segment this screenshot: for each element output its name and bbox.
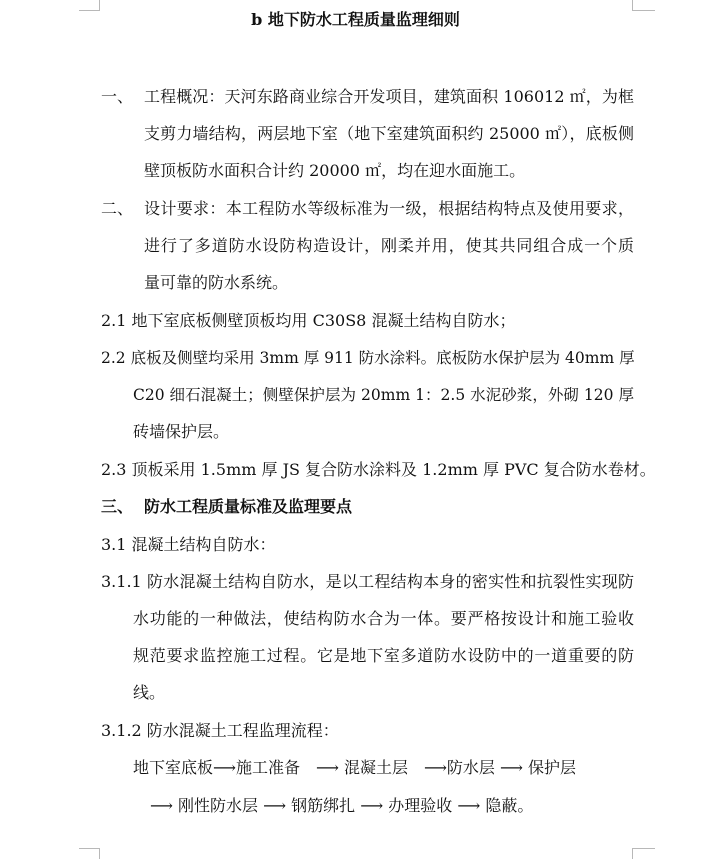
paragraph-3-1-1-line-1: 3.1.1 防水混凝土结构自防水，是以工程结构本身的密实性和抗裂性实现防	[101, 572, 634, 591]
paragraph-3-1-1-line-4: 线。	[133, 683, 166, 702]
crop-mark-bottom-left	[79, 848, 100, 859]
section-3-number: 三、	[101, 497, 134, 516]
section-1-line-1: 工程概况：天河东路商业综合开发项目，建筑面积 106012 ㎡，为框	[144, 87, 634, 106]
paragraph-2-3: 2.3 顶板采用 1.5mm 厚 JS 复合防水涂料及 1.2mm 厚 PVC 复合防水卷材。	[101, 460, 656, 479]
paragraph-2-1: 2.1 地下室底板侧壁顶板均用 C30S8 混凝土结构自防水；	[101, 311, 516, 330]
section-1-line-2: 支剪力墙结构，两层地下室（地下室建筑面积约 25000 ㎡），底板侧	[144, 124, 634, 143]
paragraph-2-2-line-3: 砖墙保护层。	[133, 422, 230, 441]
paragraph-3-1: 3.1 混凝土结构自防水：	[101, 535, 276, 554]
flow-line-2: ⟶ 刚性防水层 ⟶ 钢筋绑扎 ⟶ 办理验收 ⟶ 隐蔽。	[150, 796, 534, 815]
crop-mark-bottom-right	[632, 848, 655, 859]
section-1-number: 一、	[101, 87, 134, 106]
paragraph-3-1-1-line-3: 规范要求监控施工过程。它是地下室多道防水设防中的一道重要的防	[133, 646, 634, 665]
paragraph-2-2-line-2: C20 细石混凝土；侧壁保护层为 20mm 1：2.5 水泥砂浆，外砌 120 厚	[133, 386, 634, 404]
section-2-line-1: 设计要求：本工程防水等级标准为一级，根据结构特点及使用要求，	[144, 199, 634, 218]
paragraph-2-2-line-1: 2.2 底板及侧壁均采用 3mm 厚 911 防水涂料。底板防水保护层为 40mm 厚	[101, 349, 635, 367]
document-title: b 地下防水工程质量监理细则	[251, 10, 460, 29]
section-1-line-3: 壁顶板防水面积合计约 20000 ㎡，均在迎水面施工。	[144, 161, 526, 180]
section-3-heading: 防水工程质量标准及监理要点	[144, 497, 353, 516]
paragraph-3-1-1-line-2: 水功能的一种做法，使结构防水合为一体。要严格按设计和施工验收	[133, 609, 634, 628]
section-2-line-3: 量可靠的防水系统。	[144, 273, 289, 292]
paragraph-3-1-2: 3.1.2 防水混凝土工程监理流程：	[101, 721, 339, 740]
section-2-number: 二、	[101, 199, 134, 218]
section-2-line-2: 进行了多道防水设防构造设计，刚柔并用，使其共同组合成一个质	[144, 236, 634, 255]
flow-line-1: 地下室底板⟶施工准备 ⟶ 混凝土层 ⟶防水层 ⟶ 保护层	[133, 758, 577, 777]
